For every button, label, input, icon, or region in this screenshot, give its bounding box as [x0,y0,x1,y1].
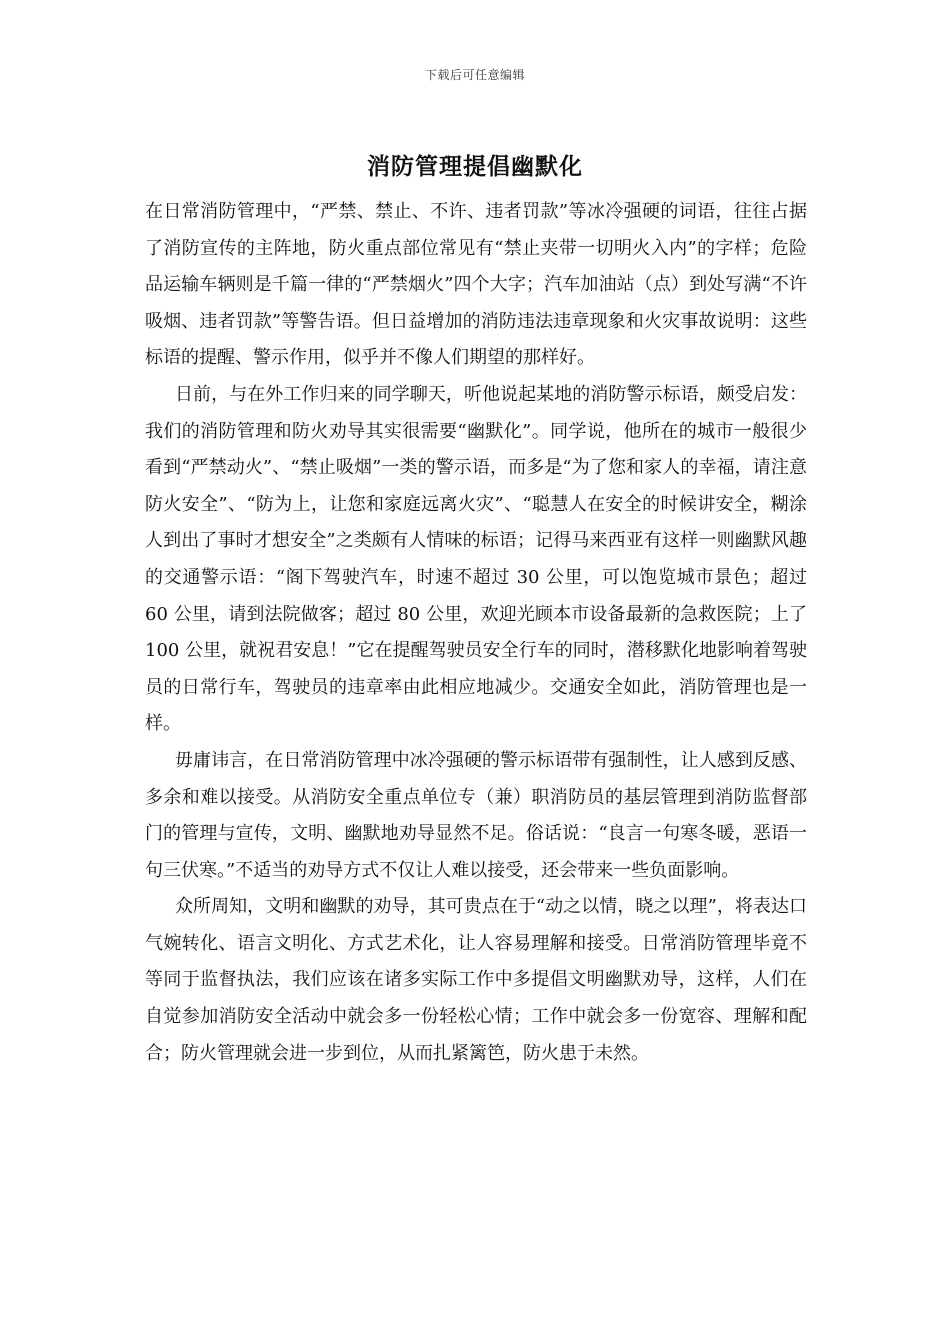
paragraph-1: 在日常消防管理中，“严禁、禁止、不许、违者罚款”等冰冷强硬的词语，往往占据了消防宣传的主阵地，防火重点部位常见有“禁止夹带一切明火入内”的字样；危险品运输车辆则是千篇一律的“严禁烟火”四个大字；汽车加油站（点）到处写满“不许吸烟、违者罚款”等警告语。但日益增加的消防违法违章现象和火灾事故说明：这些标语的提醒、警示作用，似乎并不像人们期望的那样好。 [145,201,807,369]
document-title: 消防管理提倡幽默化 [367,153,583,180]
document-body [145,194,807,1072]
paragraph-3: 毋庸讳言，在日常消防管理中冰冷强硬的警示标语带有强制性，让人感到反感、多余和难以接受。从消防安全重点单位专（兼）职消防员的基层管理到消防监督部门的管理与宣传，文明、幽默地劝导显然不足。俗话说：“良言一句寒冬暖，恶语一句三伏寒。”不适当的劝导方式不仅让人难以接受，还会带来一些负面影响。 [145,749,807,881]
paragraph-4: 众所周知，文明和幽默的劝导，其可贵点在于“动之以情，晓之以理”，将表达口气婉转化、语言文明化、方式艺术化，让人容易理解和接受。日常消防管理毕竟不等同于监督执法，我们应该在诸多实际工作中多提倡文明幽默劝导，这样，人们在自觉参加消防安全活动中就会多一份轻松心情；工作中就会多一份宽容、理解和配合；防火管理就会进一步到位，从而扎紧篱笆，防火患于未然。 [145,896,807,1064]
paragraph-2: 日前，与在外工作归来的同学聊天，听他说起某地的消防警示标语，颇受启发：我们的消防管理和防火劝导其实很需要“幽默化”。同学说，他所在的城市一般很少看到“严禁动火”、“禁止吸烟”一类的警示语，而多是“为了您和家人的幸福，请注意防火安全”、“防为上，让您和家庭远离火灾”、“聪慧人在安全的时候讲安全，糊涂人到出了事时才想安全”之类颇有人情味的标语；记得马来西亚有这样一则幽默风趣的交通警示语：“阁下驾驶汽车，时速不超过 30 公里，可以饱览城市景色；超过 60 公里，请到法院做客；超过 80 公里，欢迎光顾本市设备最新的急救医院；上了 100 公里，就祝君安息！”它在提醒驾驶员安全行车的同时，潜移默化地影响着驾驶员的日常行车，驾驶员的违章率由此相应地减少。交通安全如此，消防管理也是一样。 [145,383,807,735]
header-note: 下载后可任意编辑 [424,68,525,82]
